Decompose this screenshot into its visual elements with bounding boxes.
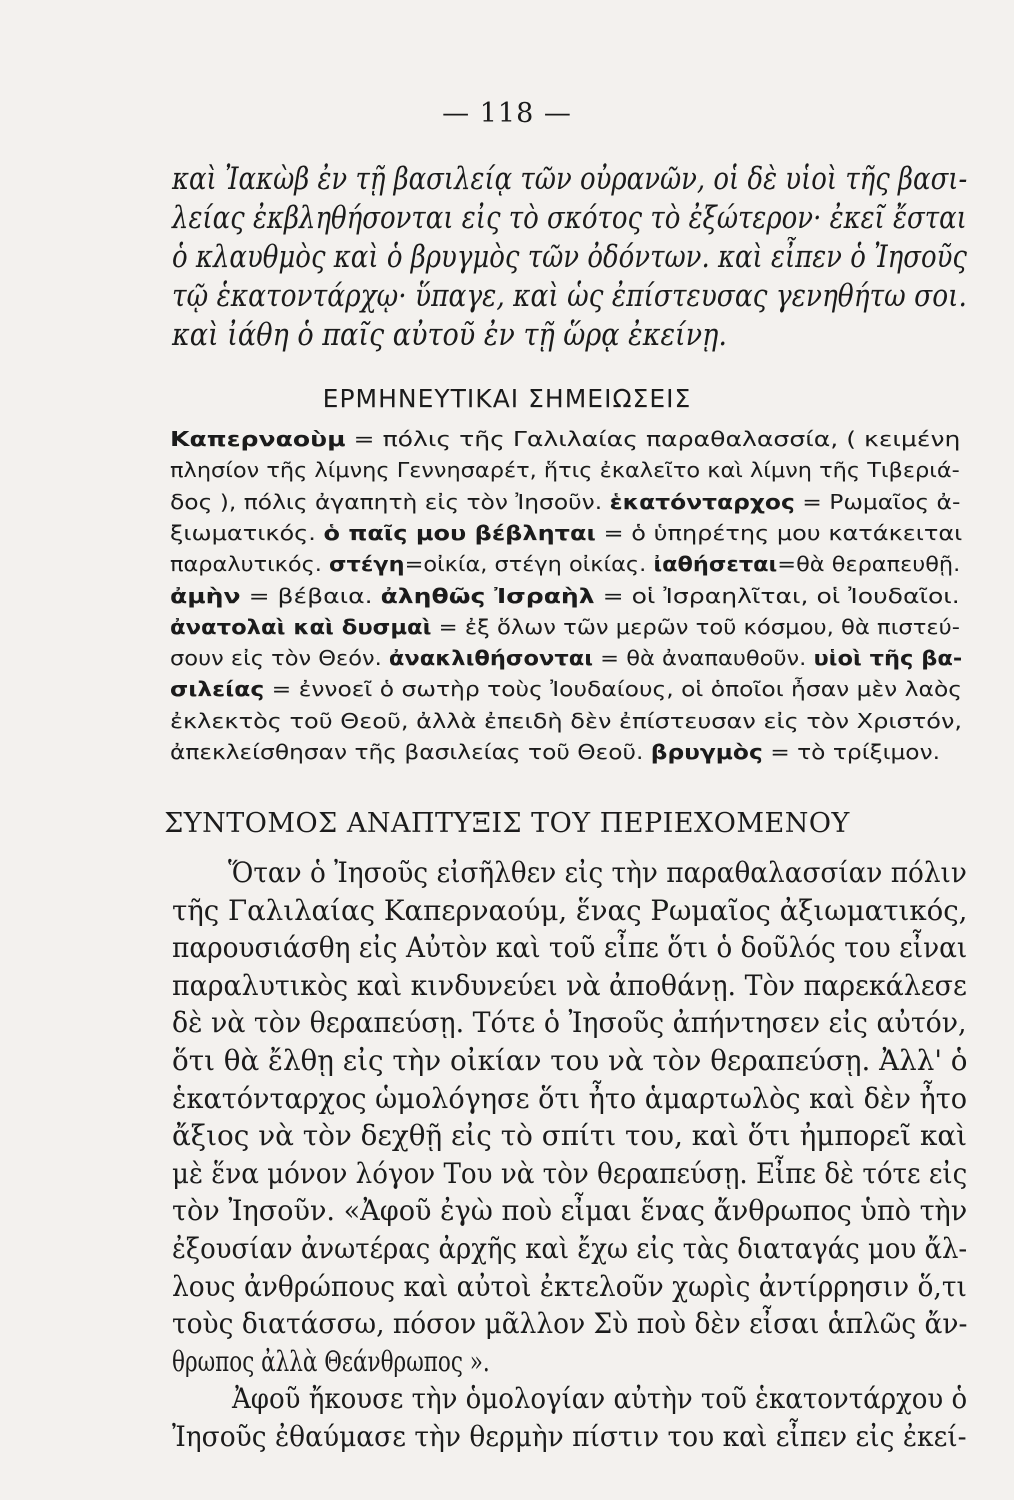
note-term: υἱοὶ τῆς βα- <box>813 646 963 671</box>
note-term: ὁ παῖς μου βέβληται <box>323 520 596 545</box>
note-term: Καπερναοὺμ <box>170 427 346 451</box>
summary-line: Ἀφοῦ ἤκουσε τὴν ὁμολογίαν αὐτὴν τοῦ ἑκατοντάρχου ὁ <box>232 1382 968 1416</box>
summary-line: τῆς Γαλιλαίας Καπερναούμ, ἕνας Ρωμαῖος ἀξιωματικός, <box>172 893 968 927</box>
summary-line: δὲ νὰ τὸν θεραπεύσῃ. Τότε ὁ Ἰησοῦς ἀπήντησεν εἰς αὐτόν, <box>172 1006 967 1040</box>
page-number: — 118 — <box>442 98 572 129</box>
note-line <box>170 521 962 545</box>
scripture-line: τῷ ἑκατοντάρχῳ· ὕπαγε, καὶ ὡς ἐπίστευσας γενηθήτω σοι. <box>172 279 967 314</box>
scripture-line: καὶ ἰάθη ὁ παῖς αὐτοῦ ἐν τῇ ὥρᾳ ἐκείνῃ. <box>172 318 727 353</box>
note-line <box>170 458 960 482</box>
scripture-line: καὶ Ἰακὼβ ἐν τῇ βασιλείᾳ τῶν οὐρανῶν, οἱ δὲ υἱοὶ τῆς βασι- <box>172 162 968 197</box>
note-line <box>170 709 962 733</box>
note-line <box>170 646 962 670</box>
summary-line: παρουσιάσθη εἰς Αὐτὸν καὶ τοῦ εἶπε ὅτι ὁ δοῦλός του εἶναι <box>172 931 968 965</box>
note-text: ἐκλεκτὸς τοῦ Θεοῦ, ἀλλὰ ἐπειδὴ δὲν ἐπίστευσαν εἰς τὸν Χριστόν, <box>170 708 963 733</box>
note-term: ἀνακλιθήσονται <box>388 646 594 671</box>
note-text: = βέβαια. <box>240 583 381 608</box>
summary-heading: ΣΥΝΤΟΜΟΣ ΑΝΑΠΤΥΞΙΣ ΤΟΥ ΠΕΡΙΕΧΟΜΕΝΟΥ <box>164 808 850 839</box>
summary-line: μὲ ἕνα μόνον λόγον Του νὰ τὸν θεραπεύσῃ. Εἶπε δὲ τότε εἰς <box>172 1156 968 1190</box>
summary-line: τοὺς διατάσσω, πόσον μᾶλλον Σὺ ποὺ δὲν εἶσαι ἁπλῶς ἄν- <box>172 1307 968 1341</box>
note-text: = θὰ ἀναπαυθοῦν. <box>593 646 814 671</box>
note-term: στέγη <box>329 552 405 577</box>
note-line <box>170 740 940 764</box>
note-term: ἀμὴν <box>170 583 241 608</box>
note-text: =οἰκία, στέγη οἰκίας. <box>404 552 654 577</box>
note-term: ἀληθῶς Ἰσραὴλ <box>380 583 595 608</box>
note-text: = Ρωμαῖος ἀ- <box>794 489 961 514</box>
note-term: ἀνατολαὶ καὶ δυσμαὶ <box>170 614 432 639</box>
scripture-line: ὁ κλαυθμὸς καὶ ὁ βρυγμὸς τῶν ὀδόντων. καὶ εἶπεν ὁ Ἰησοῦς <box>172 240 967 275</box>
summary-line: ἐξουσίαν ἀνωτέρας ἀρχῆς καὶ ἔχω εἰς τὰς διαταγάς μου ἄλ- <box>172 1232 968 1265</box>
note-text: δος ), πόλις ἀγαπητὴ εἰς τὸν Ἰησοῦν. <box>170 489 610 514</box>
note-term: σιλείας <box>170 677 265 702</box>
note-text: παραλυτικός. <box>170 552 330 577</box>
note-line <box>170 677 962 701</box>
note-text: πλησίον τῆς λίμνης Γεννησαρέτ, ἥτις ἐκαλεῖτο καὶ λίμνη τῆς Τιβεριά- <box>170 458 960 483</box>
note-text: = τὸ τρίξιμον. <box>762 740 941 764</box>
summary-line: Ἰησοῦς ἐθαύμασε τὴν θερμὴν πίστιν του καὶ εἶπεν εἰς ἐκεί- <box>172 1420 967 1453</box>
note-text: =θὰ θεραπευθῇ. <box>777 552 961 577</box>
note-text: σουν εἰς τὸν Θεόν. <box>170 646 389 671</box>
summary-line: θρωπος ἀλλὰ Θεάνθρωπος ». <box>172 1344 490 1378</box>
summary-line: λους ἀνθρώπους καὶ αὐτοὶ ἐκτελοῦν χωρὶς ἀντίρρησιν ὅ,τι <box>172 1269 967 1303</box>
notes-heading: ΕΡΜΗΝΕΥΤΙΚΑΙ ΣΗΜΕΙΩΣΕΙΣ <box>322 384 692 413</box>
summary-line: ἑκατόνταρχος ὡμολόγησε ὅτι ἦτο ἁμαρτωλὸς καὶ δὲν ἦτο <box>172 1081 968 1115</box>
note-text: = οἱ Ἰσραηλῖται, οἱ Ἰουδαῖοι. <box>594 583 960 608</box>
note-term: ἰαθήσεται <box>653 552 778 577</box>
note-line <box>170 584 960 608</box>
note-text: = ὁ ὑπηρέτης μου κατάκειται <box>595 520 963 545</box>
note-text: = πόλις τῆς Γαλιλαίας παραθαλασσία, ( κειμένη <box>345 427 961 451</box>
summary-line: παραλυτικὸς καὶ κινδυνεύει νὰ ἀποθάνῃ. Τὸν παρεκάλεσε <box>172 968 967 1002</box>
summary-line: τὸν Ἰησοῦν. «Ἀφοῦ ἐγὼ ποὺ εἶμαι ἕνας ἄνθρωπος ὑπὸ τὴν <box>172 1194 968 1228</box>
note-text: = ἐννοεῖ ὁ σωτὴρ τοὺς Ἰουδαίους, οἱ ὁποῖοι ἦσαν μὲν λαὸς <box>264 677 962 702</box>
summary-line: ὅτι θὰ ἔλθῃ εἰς τὴν οἰκίαν του νὰ τὸν θεραπεύσῃ. Ἀλλ' ὁ <box>172 1044 968 1077</box>
note-term: βρυγμὸς <box>650 740 763 764</box>
note-line <box>170 427 960 451</box>
note-text: ἀπεκλείσθησαν τῆς βασιλείας τοῦ Θεοῦ. <box>170 740 651 764</box>
scripture-line: λείας ἐκβληθήσονται εἰς τὸ σκότος τὸ ἐξώτερον· ἐκεῖ ἔσται <box>172 201 967 236</box>
note-term: ἑκατόνταρχος <box>609 489 795 514</box>
note-text: ξιωματικός. <box>170 520 324 545</box>
note-line <box>170 552 960 576</box>
summary-line: ἄξιος νὰ τὸν δεχθῇ εἰς τὸ σπίτι του, καὶ ὅτι ἠμπορεῖ καὶ <box>172 1119 968 1153</box>
note-line <box>170 490 960 514</box>
note-line <box>170 615 960 639</box>
note-text: = ἐξ ὅλων τῶν μερῶν τοῦ κόσμου, θὰ πιστεύ- <box>431 614 961 639</box>
summary-line: Ὅταν ὁ Ἰησοῦς εἰσῆλθεν εἰς τὴν παραθαλασσίαν πόλιν <box>228 856 967 889</box>
